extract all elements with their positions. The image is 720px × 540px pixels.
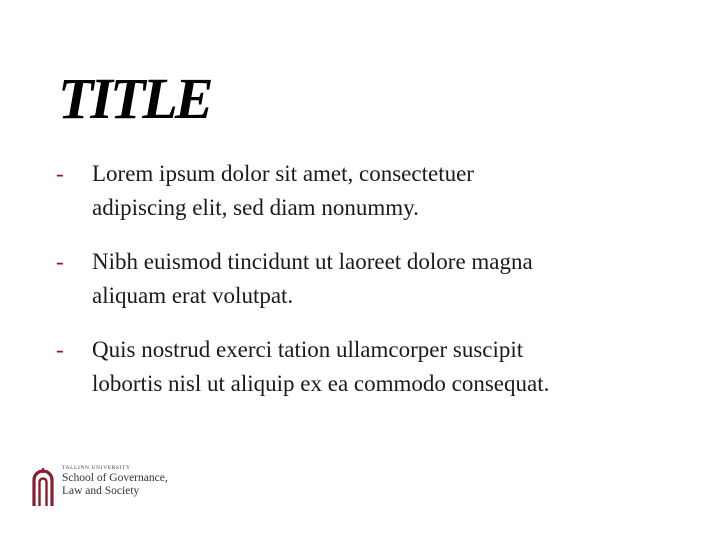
bullet-item	[56, 333, 696, 401]
slide-title: TITLE	[58, 66, 211, 131]
bullet-line: aliquam erat volutpat.	[92, 283, 294, 308]
bullet-line: Quis nostrud exerci tation ullamcorper suscipit	[92, 337, 524, 362]
logo-school-line-1: School of Governance,	[62, 472, 168, 484]
bullet-marker: -	[56, 161, 64, 186]
logo-university-name: TALLINN UNIVERSITY	[62, 465, 131, 471]
bullet-item	[56, 245, 696, 313]
bullet-line: Nibh euismod tincidunt ut laoreet dolore magna	[92, 249, 533, 274]
bullet-list	[56, 157, 696, 421]
bullet-line: Lorem ipsum dolor sit amet, consectetuer	[92, 161, 474, 186]
bullet-marker: -	[56, 337, 64, 362]
school-logo	[30, 462, 200, 518]
bullet-marker: -	[56, 249, 64, 274]
bullet-item	[56, 157, 696, 225]
tallinn-university-logo-icon	[30, 464, 56, 508]
logo-text	[62, 464, 168, 498]
bullet-line: adipiscing elit, sed diam nonummy.	[92, 195, 419, 220]
bullet-line: lobortis nisl ut aliquip ex ea commodo consequat.	[92, 371, 550, 396]
logo-school-line-2: Law and Society	[62, 485, 140, 497]
